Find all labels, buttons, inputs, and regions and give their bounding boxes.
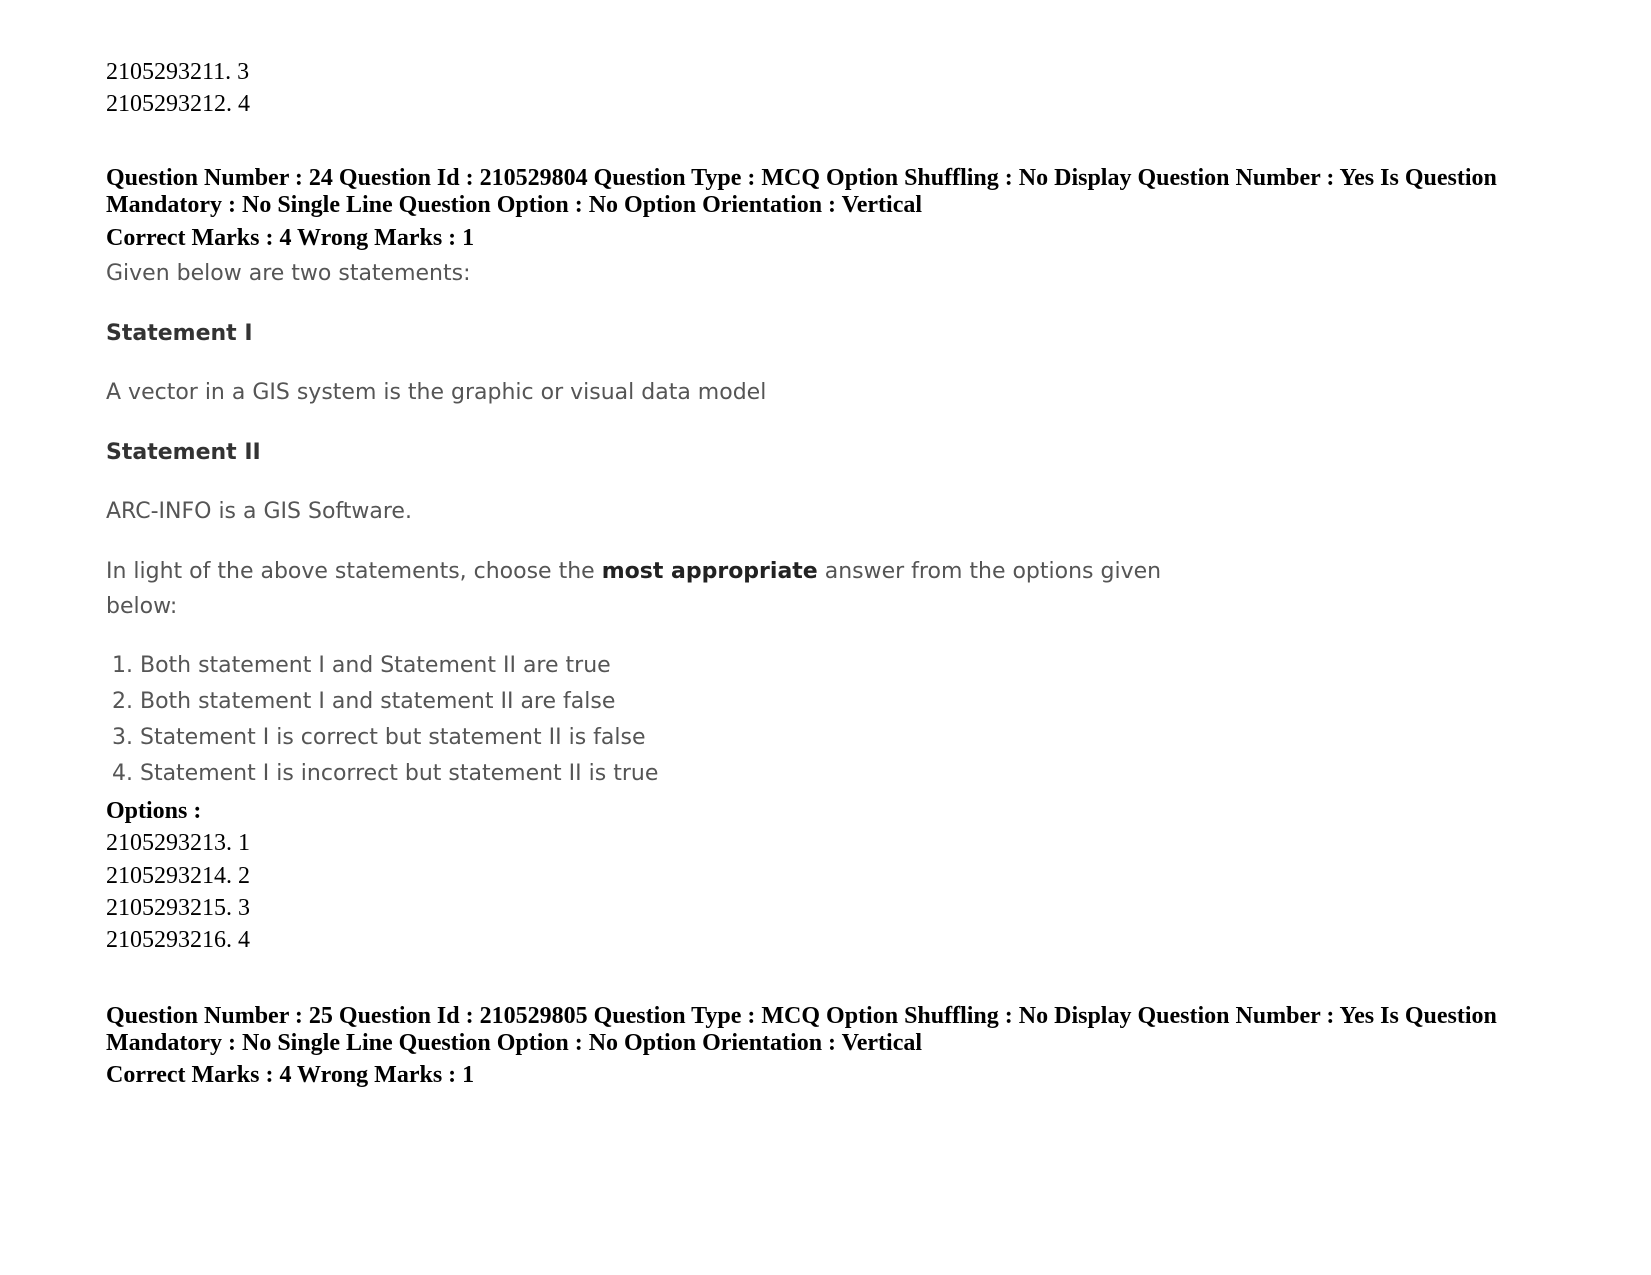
q24-meta-line1: Question Number : 24 Question Id : 210529804 Question Type : MCQ Option Shuffling : No Display Question Number : Yes Is Question — [106, 165, 1497, 191]
q25-meta-line2: Mandatory : No Single Line Question Option : No Option Orientation : Vertical — [106, 1030, 923, 1056]
q24-option-1: 2105293213. 1 — [106, 830, 250, 856]
q24-choice-4: 4. Statement I is incorrect but statement II is true — [112, 761, 659, 786]
q25-meta-line1: Question Number : 25 Question Id : 210529805 Question Type : MCQ Option Shuffling : No Display Question Number : Yes Is Question — [106, 1003, 1497, 1029]
q25-marks: Correct Marks : 4 Wrong Marks : 1 — [106, 1062, 475, 1088]
prev-option-4: 2105293212. 4 — [106, 91, 250, 117]
q24-choice-3: 3. Statement I is correct but statement II is false — [112, 725, 646, 750]
q24-meta-line2: Mandatory : No Single Line Question Option : No Option Orientation : Vertical — [106, 192, 923, 218]
q24-choice-1: 1. Both statement I and Statement II are true — [112, 653, 611, 678]
q24-instruction-post: answer from the options given — [817, 559, 1162, 584]
q24-statement1-heading: Statement I — [106, 321, 253, 346]
q24-options-label: Options : — [106, 798, 202, 824]
q24-marks: Correct Marks : 4 Wrong Marks : 1 — [106, 225, 475, 251]
q24-choice-2: 2. Both statement I and statement II are false — [112, 689, 616, 714]
q24-instruction-pre: In light of the above statements, choose the — [106, 559, 602, 584]
q24-instruction — [106, 557, 1161, 587]
q24-option-2: 2105293214. 2 — [106, 863, 250, 889]
q24-instruction-line2: below: — [106, 594, 178, 619]
q24-statement2-heading: Statement II — [106, 440, 261, 465]
document-page — [106, 0, 1606, 1275]
q24-intro: Given below are two statements: — [106, 261, 471, 286]
q24-statement2-text: ARC-INFO is a GIS Software. — [106, 499, 412, 524]
q24-statement1-text: A vector in a GIS system is the graphic or visual data model — [106, 380, 767, 405]
prev-option-3: 2105293211. 3 — [106, 59, 250, 85]
q24-option-4: 2105293216. 4 — [106, 927, 250, 953]
q24-instruction-bold: most appropriate — [601, 559, 818, 584]
q24-option-3: 2105293215. 3 — [106, 895, 250, 921]
